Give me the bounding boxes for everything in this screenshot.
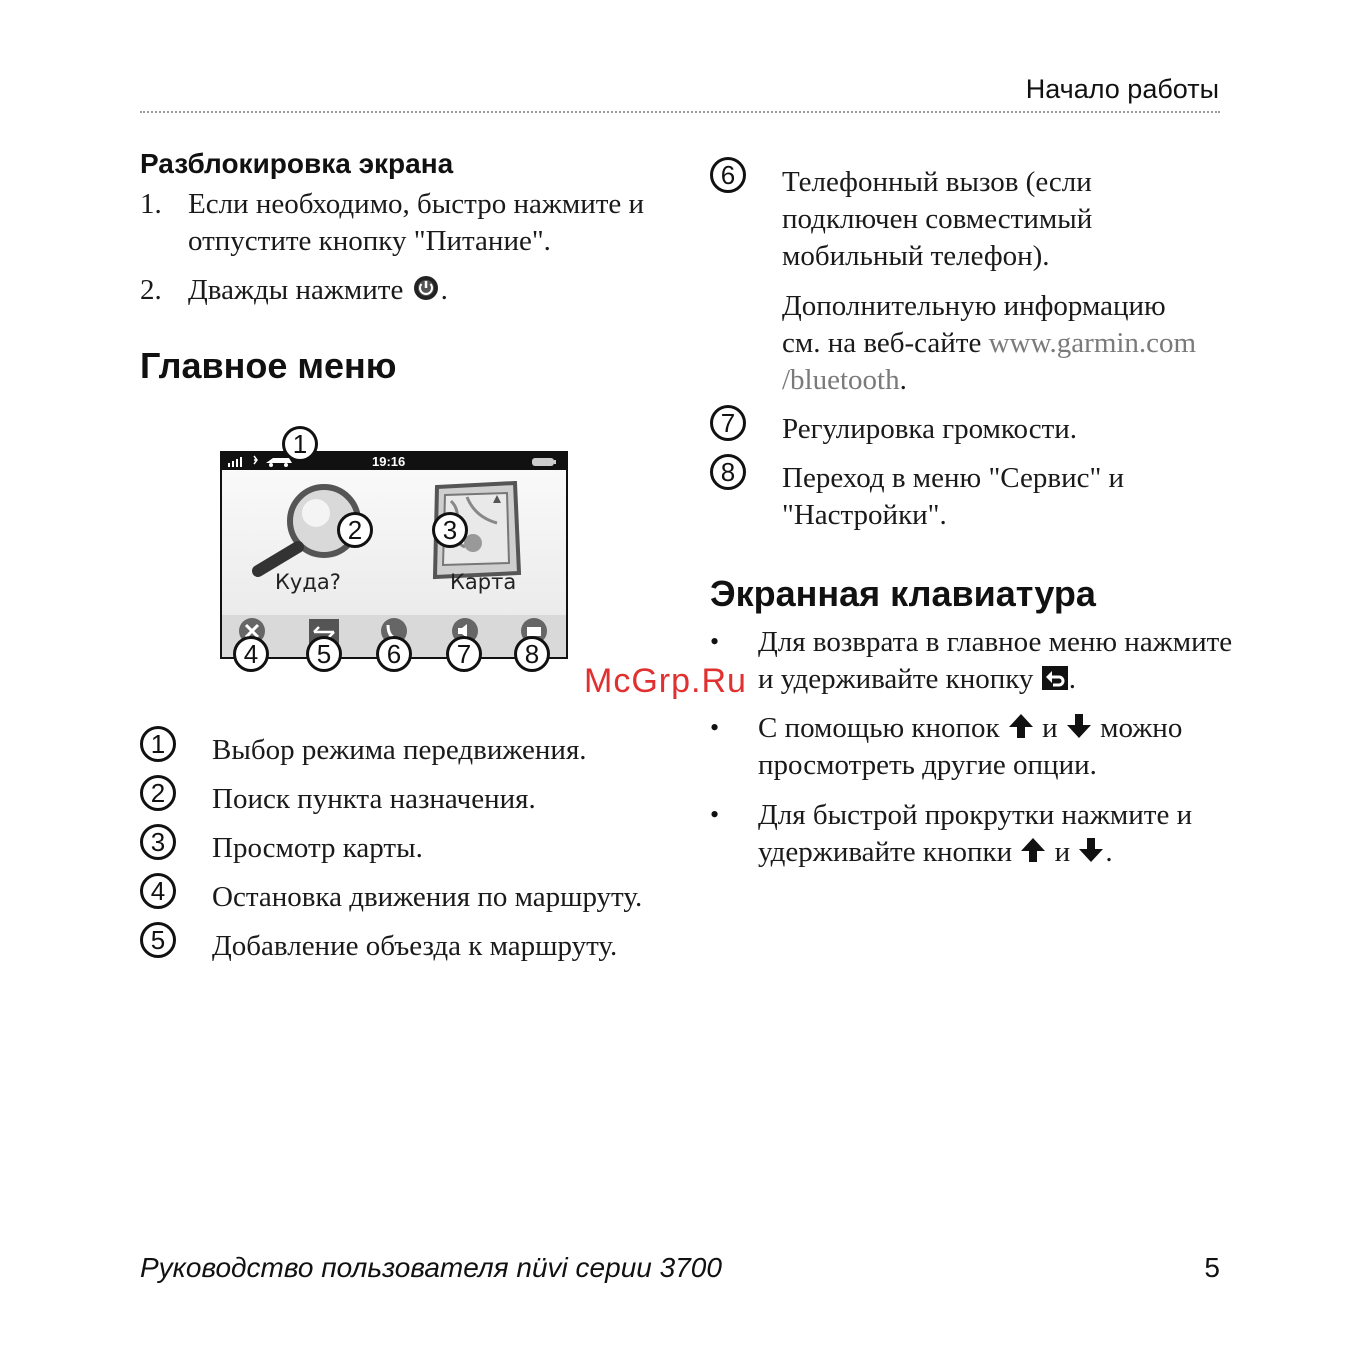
bullet-and: и (1054, 836, 1071, 868)
bluetooth-info (782, 288, 1196, 399)
bullet-end: . (1068, 663, 1076, 695)
power-button-icon (411, 274, 441, 302)
legend-line: "Настройки". (782, 499, 947, 531)
step-line: отпустите кнопку "Питание". (188, 225, 551, 257)
callout-4: 4 (233, 636, 269, 672)
info-line: Дополнительную информацию (782, 290, 1166, 322)
callout-2: 2 (337, 512, 373, 548)
legend-line: мобильный телефон). (782, 240, 1050, 272)
info-end: . (899, 364, 907, 396)
device-screen-illustration (220, 451, 568, 659)
legend-line: Переход в меню "Сервис" и (782, 462, 1125, 494)
running-head: Начало работы (1025, 74, 1219, 104)
legend-number: 7 (710, 405, 746, 441)
callout-6: 6 (376, 636, 412, 672)
battery-icon (530, 453, 560, 470)
page-number: 5 (1204, 1252, 1220, 1283)
step-line: Если необходимо, быстро нажмите и (188, 188, 645, 220)
garmin-link[interactable]: www.garmin.com (988, 327, 1197, 359)
bullet-line: и удерживайте кнопку (758, 663, 1034, 695)
legend-number: 8 (710, 454, 746, 490)
step-end: . (440, 274, 448, 306)
bullet: • (710, 800, 720, 829)
legend-line: Телефонный вызов (если (782, 166, 1092, 198)
bullet-line: просмотреть другие опции. (758, 749, 1097, 781)
clock: 19:16 (372, 454, 406, 469)
header-divider (140, 111, 1220, 113)
bullet-line: С помощью кнопок (758, 712, 1000, 744)
legend-text: Выбор режима передвижения. (212, 734, 587, 766)
arrow-up-icon (1019, 836, 1047, 864)
legend-text: Регулировка громкости. (782, 413, 1078, 445)
legend-number: 1 (140, 726, 176, 762)
back-button-icon (1041, 665, 1069, 691)
bluetooth-link[interactable]: /bluetooth (782, 364, 900, 396)
bullet-line: Для возврата в главное меню нажмите (758, 626, 1233, 658)
status-bar (222, 453, 566, 470)
keyboard-bullet-2 (758, 710, 1182, 784)
keyboard-heading: Экранная клавиатура (710, 573, 1096, 614)
step-text (188, 272, 448, 309)
step-number: 2. (140, 274, 162, 306)
keyboard-bullet-3 (758, 797, 1192, 871)
legend-number: 2 (140, 775, 176, 811)
watermark: McGrp.Ru (584, 662, 747, 700)
arrow-down-icon (1077, 836, 1105, 864)
keyboard-bullet-1 (758, 624, 1232, 698)
main-menu-heading: Главное меню (140, 345, 397, 386)
bullet-line: Для быстрой прокрутки нажмите и (758, 799, 1193, 831)
callout-5: 5 (306, 636, 342, 672)
legend-number: 3 (140, 824, 176, 860)
legend-text: Поиск пункта назначения. (212, 783, 536, 815)
callout-8: 8 (514, 636, 550, 672)
legend-text-6 (782, 164, 1092, 275)
where-to-label: Куда? (275, 570, 341, 594)
legend-text: Остановка движения по маршруту. (212, 881, 643, 913)
bullet-end: . (1105, 836, 1113, 868)
bullet-line: удерживайте кнопки (758, 836, 1013, 868)
legend-line: подключен совместимый (782, 203, 1093, 235)
bullet-and: и (1042, 712, 1058, 744)
bullet: • (710, 713, 720, 742)
bullet: • (710, 627, 720, 656)
map-label: Карта (450, 570, 517, 594)
callout-7: 7 (446, 636, 482, 672)
callout-1: 1 (282, 426, 318, 462)
legend-text: Просмотр карты. (212, 832, 423, 864)
unlock-heading: Разблокировка экрана (140, 148, 454, 179)
step-line: Дважды нажмите (188, 274, 404, 306)
legend-number: 6 (710, 157, 746, 193)
footer-title: Руководство пользователя nüvi серии 3700 (140, 1252, 722, 1283)
legend-number: 5 (140, 922, 176, 958)
callout-3: 3 (432, 512, 468, 548)
legend-text-8 (782, 460, 1124, 534)
info-line: см. на веб-сайте (782, 327, 989, 359)
legend-number: 4 (140, 873, 176, 909)
step-text (188, 186, 644, 260)
bullet-line: можно (1100, 712, 1183, 744)
arrow-up-icon (1007, 712, 1035, 740)
arrow-down-icon (1065, 712, 1093, 740)
step-number: 1. (140, 188, 162, 220)
legend-text: Добавление объезда к маршруту. (212, 930, 618, 962)
